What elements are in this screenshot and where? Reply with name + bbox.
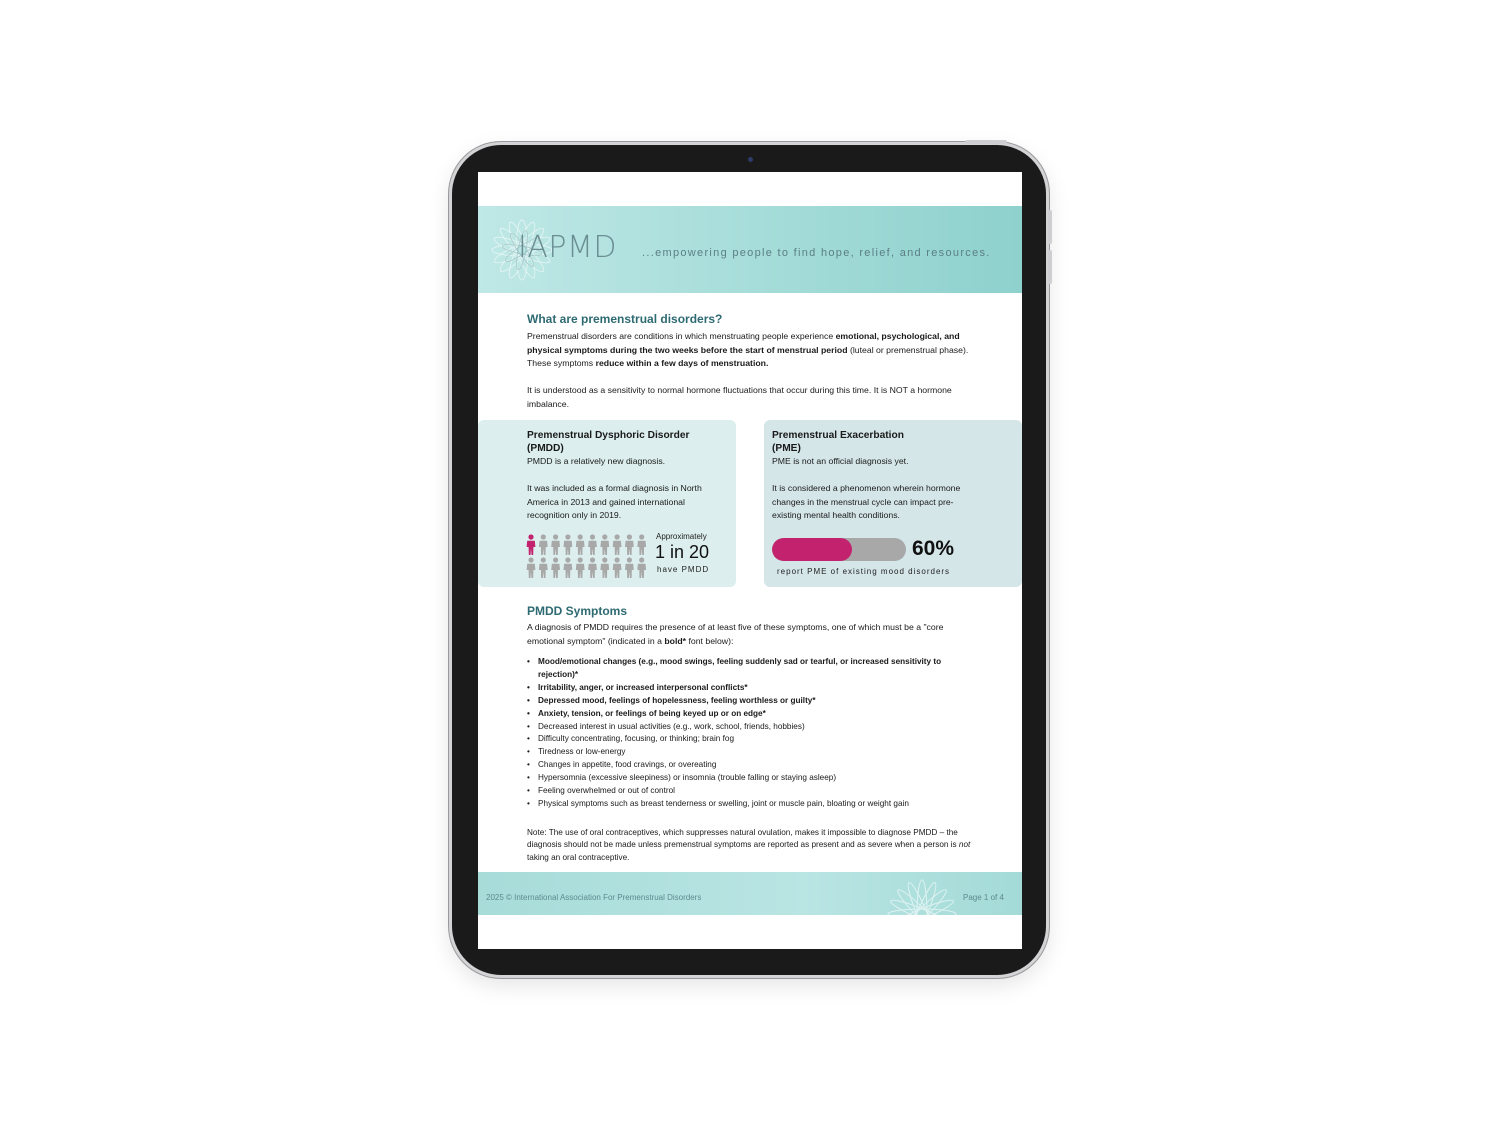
intro-paragraph-1: Premenstrual disorders are conditions in which menstruating people experience emotional, psychological, and physical symptoms during the two weeks before the start of menstrual period (luteal or premenstrual phase). These symptoms reduce within a few days of menstruation. <box>527 331 969 368</box>
person-icon <box>625 557 634 578</box>
pme-progress-fill <box>772 538 852 561</box>
person-icon <box>588 534 597 555</box>
pme-card <box>764 420 1022 587</box>
person-icon <box>613 557 622 578</box>
person-icon <box>539 534 548 555</box>
person-icon <box>600 557 609 578</box>
person-icon <box>588 557 597 578</box>
person-icon <box>637 534 646 555</box>
footer-copyright: 2025 © International Association For Premenstrual Disorders <box>486 893 702 902</box>
intro-heading: What are premenstrual disorders? <box>527 312 723 326</box>
person-icon <box>637 557 646 578</box>
person-icon <box>613 534 622 555</box>
pmdd-card-text-2: It was included as a formal diagnosis in North America in 2013 and gained international recognition only in 2019. <box>527 483 702 520</box>
list-item: • Irritability, anger, or increased interpersonal conflicts* <box>527 682 975 695</box>
symptoms-intro: A diagnosis of PMDD requires the presence of at least five of these symptoms, one of which must be a "core emotional symptom" (indicated in a bold* font below): <box>527 622 944 646</box>
list-item: • Tiredness or low-energy <box>527 746 975 759</box>
pme-percent-label: 60% <box>912 537 955 560</box>
list-item: • Anxiety, tension, or feelings of being keyed up or on edge* <box>527 708 975 721</box>
person-icon <box>576 557 585 578</box>
pmdd-stat-value: 1 in 20 <box>655 542 710 562</box>
person-icon <box>564 557 573 578</box>
person-icon <box>539 557 548 578</box>
pmdd-card-text-1: PMDD is a relatively new diagnosis. <box>527 456 666 466</box>
pmdd-card <box>478 420 736 587</box>
person-icon <box>527 557 536 578</box>
pmdd-stat-caption: have PMDD <box>657 565 710 574</box>
intro-paragraph-2: It is understood as a sensitivity to normal hormone fluctuations that occur during this time. It is NOT a hormone imbalance. <box>527 385 952 409</box>
list-item: • Decreased interest in usual activities (e.g., work, school, friends, hobbies) <box>527 721 975 734</box>
list-item: • Difficulty concentrating, focusing, or thinking; brain fog <box>527 733 975 746</box>
contraceptive-note: Note: The use of oral contraceptives, which suppresses natural ovulation, makes it impossible to diagnose PMDD – the diagnosis should not be made unless premenstrual symptoms are reported as present and as severe when a person is not taking an oral contraceptive. <box>527 828 971 862</box>
volume-up-button <box>1048 210 1052 244</box>
person-icon <box>551 557 560 578</box>
pmdd-stat-prefix: Approximately <box>656 532 707 541</box>
logo-text: IAPMD <box>518 230 617 265</box>
person-icon <box>625 534 634 555</box>
list-item: • Feeling overwhelmed or out of control <box>527 785 975 798</box>
footer-band <box>478 872 1022 915</box>
tagline: ...empowering people to find hope, relief, and resources. <box>642 247 991 259</box>
people-icon-grid <box>526 534 650 580</box>
list-item: • Hypersomnia (excessive sleepiness) or insomnia (trouble falling or staying asleep) <box>527 772 975 785</box>
symptoms-heading: PMDD Symptoms <box>527 604 628 618</box>
pmdd-card-title: Premenstrual Dysphoric Disorder (PMDD) <box>527 430 690 454</box>
list-item: • Depressed mood, feelings of hopelessness, feeling worthless or guilty* <box>527 695 975 708</box>
volume-down-button <box>1048 250 1052 284</box>
camera-icon <box>748 157 753 162</box>
document-page <box>478 172 1022 949</box>
pme-stat-caption: report PME of existing mood disorders <box>777 567 951 576</box>
footer-flower-icon <box>882 874 962 915</box>
list-item: • Changes in appetite, food cravings, or overeating <box>527 759 975 772</box>
person-icon <box>551 534 560 555</box>
pme-card-title: Premenstrual Exacerbation (PME) <box>772 430 904 454</box>
symptom-list <box>527 656 975 811</box>
power-button <box>965 140 1007 144</box>
person-highlighted-icon <box>527 534 536 555</box>
pme-card-text-1: PME is not an official diagnosis yet. <box>772 456 909 466</box>
person-icon <box>564 534 573 555</box>
pme-progress-bar <box>772 538 906 561</box>
person-icon <box>576 534 585 555</box>
person-icon <box>600 534 609 555</box>
list-item: • Physical symptoms such as breast tenderness or swelling, joint or muscle pain, bloating or weight gain <box>527 798 975 811</box>
header-banner <box>478 206 1022 293</box>
pme-card-text-2: It is considered a phenomenon wherein hormone changes in the menstrual cycle can impact pre-existing mental health conditions. <box>772 483 961 520</box>
footer-page-number: Page 1 of 4 <box>963 893 1004 902</box>
list-item: • Mood/emotional changes (e.g., mood swings, feeling suddenly sad or tearful, or increased sensitivity to rejection)* <box>527 656 975 682</box>
